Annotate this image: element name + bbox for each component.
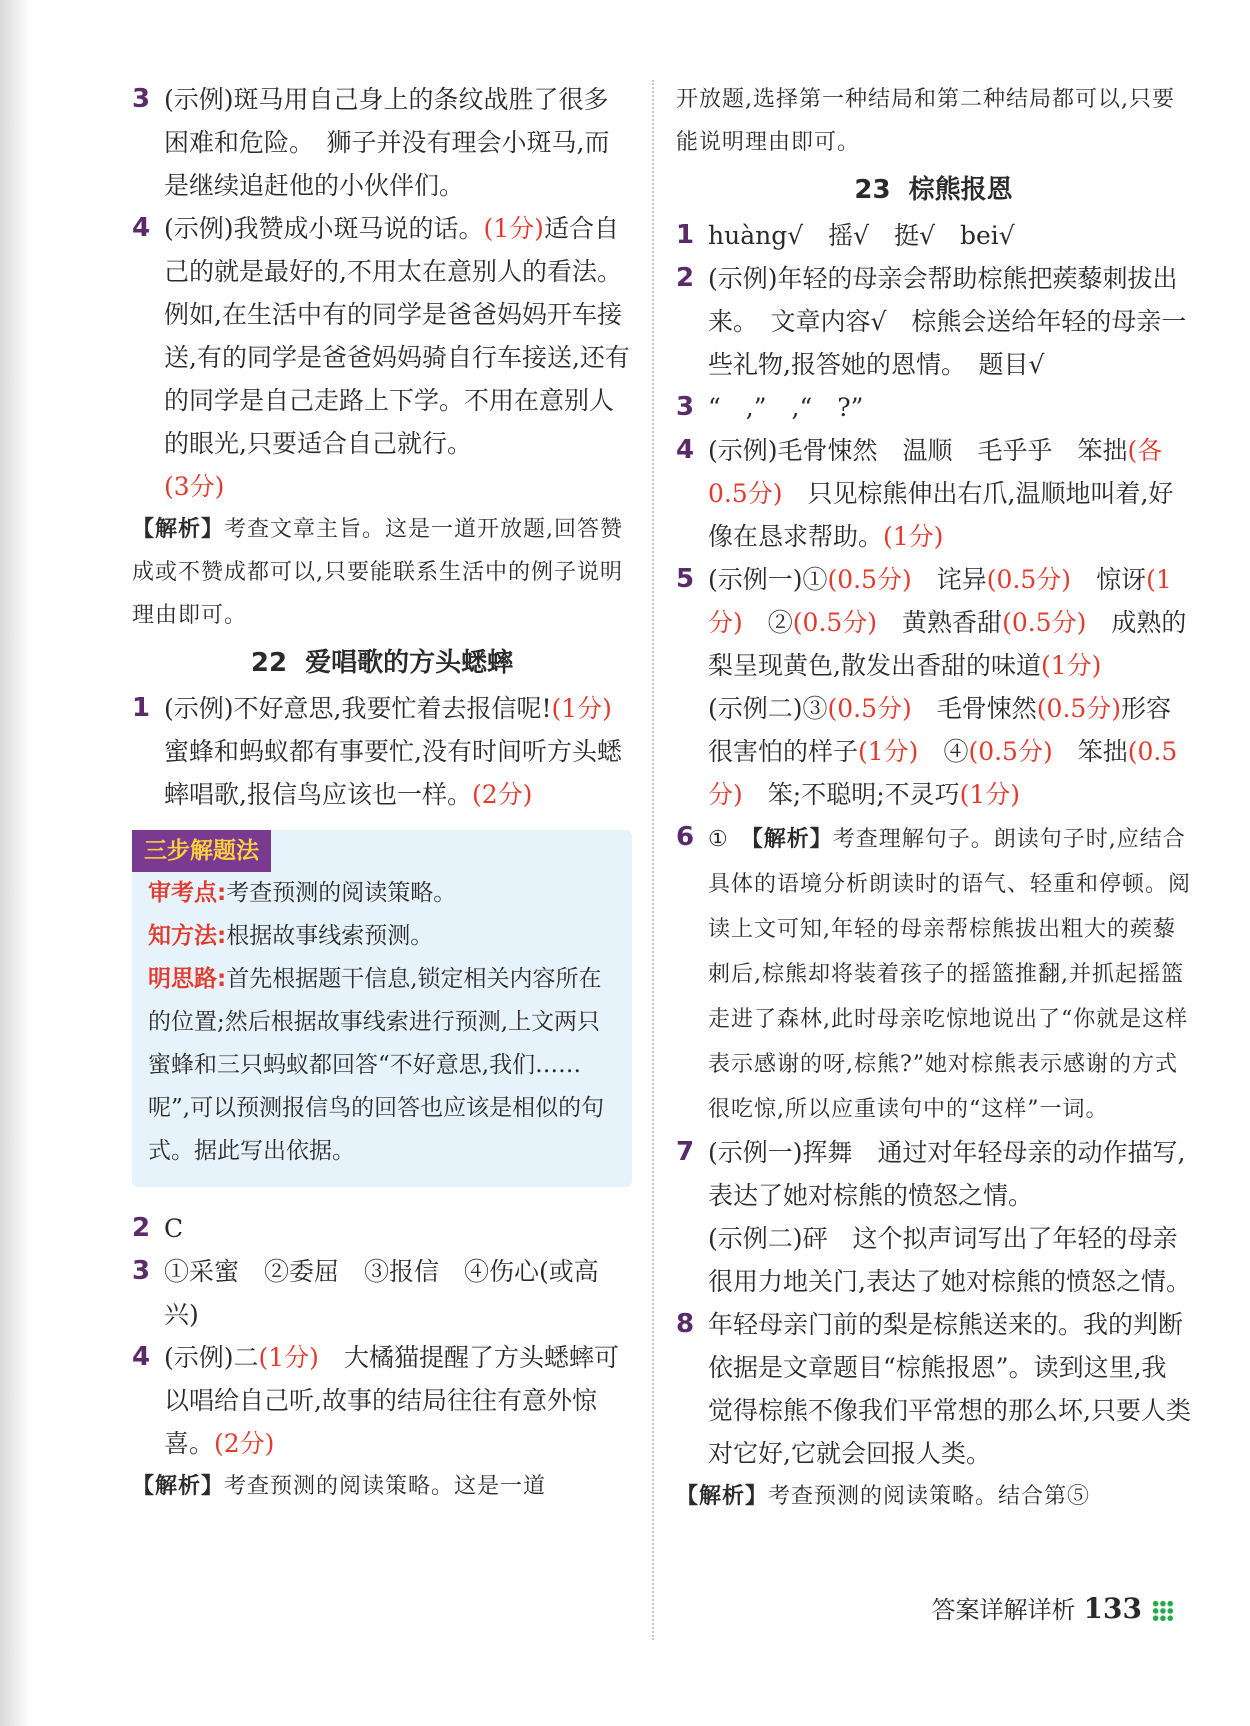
section-number: 22 xyxy=(250,648,288,678)
answer-text: 只见棕熊伸出右爪,温顺地叫着,好像在恳求帮助。 xyxy=(708,479,1174,551)
score: (1分) xyxy=(708,565,1172,637)
answer-22-3 xyxy=(132,1250,632,1336)
answer-text: 笨拙 xyxy=(1052,737,1128,766)
box-line-2 xyxy=(132,915,632,958)
answer-text: 黄熟香甜 xyxy=(877,608,1003,637)
analysis-text: 考查理解句子。朗读句子时,应结合具体的语境分析朗读时的语气、轻重和停顿。阅读上文可知,年轻的母亲帮棕熊拔出粗大的蒺藜刺后,棕熊却将装着孩子的摇篮推翻,并抓起摇篮走进了森林,此时母亲吃惊地说出了“你就是这样表示感谢的呀,棕熊?”她对棕熊表示感谢的方式很吃惊,所以应重读句中的“这样”一词。 xyxy=(708,827,1192,1122)
answer-23-3 xyxy=(676,386,1191,429)
answer-text: ①采蜜 ②委屈 ③报信 ④伤心(或高兴) xyxy=(164,1257,599,1329)
answer-text: ① xyxy=(708,827,752,852)
answer-text: 毛骨悚然 xyxy=(911,694,1037,723)
answer-22-4 xyxy=(132,1336,632,1465)
answer-23-7 xyxy=(676,1131,1191,1303)
footer-label: 答案详解详析 xyxy=(931,1596,1076,1624)
answer-number: 5 xyxy=(676,564,695,594)
answer-3 xyxy=(132,78,632,207)
box-line-1 xyxy=(132,872,632,915)
answer-23-4 xyxy=(676,429,1191,558)
answer-text: 大橘猫提醒了方头蟋蟀可以唱给自己听,故事的结局往往有意外惊喜。 xyxy=(164,1343,619,1458)
score: (0.5分) xyxy=(968,737,1053,766)
score: (0.5分) xyxy=(986,565,1072,594)
answer-number: 3 xyxy=(676,392,695,422)
answer-number: 7 xyxy=(676,1137,695,1167)
analysis-note xyxy=(676,1475,1191,1518)
answer-number: 4 xyxy=(132,1342,151,1372)
score: (2分) xyxy=(214,1429,275,1458)
answer-text: (示例)毛骨悚然 温顺 毛乎乎 笨拙 xyxy=(708,436,1128,465)
score: (各0.5分) xyxy=(708,436,1163,508)
answer-text: (示例)不好意思,我要忙着去报信呢! xyxy=(164,694,552,723)
answer-number: 4 xyxy=(676,435,695,465)
answer-text: 成熟的梨呈现黄色,散发出香甜的味道 xyxy=(708,608,1187,680)
answer-text: ② xyxy=(742,608,793,637)
answer-text: (示例二)砰 这个拟声词写出了年轻的母亲很用力地关门,表达了她对棕熊的愤怒之情。 xyxy=(708,1224,1191,1296)
answer-text: 形容很害怕的样子 xyxy=(708,694,1172,766)
answer-4 xyxy=(132,207,632,508)
analysis-text: 考查预测的阅读策略。这是一道 xyxy=(224,1474,547,1499)
answer-22-1 xyxy=(132,687,637,816)
answer-number: 2 xyxy=(676,263,695,293)
analysis-note xyxy=(132,1465,632,1508)
score: (0.5分) xyxy=(827,565,912,594)
score: (3分) xyxy=(164,472,225,501)
left-column xyxy=(132,78,637,1508)
analysis-text: 考查预测的阅读策略。结合第⑤ xyxy=(768,1484,1091,1509)
answer-22-2 xyxy=(132,1207,632,1250)
section-title-23 xyxy=(676,170,1191,210)
analysis-text: 考查文章主旨。这是一道开放题,回答赞成或不赞成都可以,只要能联系生活中的例子说明理由即可。 xyxy=(132,517,624,628)
analysis-note xyxy=(132,508,632,637)
score: (0.5分) xyxy=(827,694,912,723)
dots-grid-icon xyxy=(1152,1600,1174,1622)
score: (2分) xyxy=(471,780,533,809)
answer-23-8 xyxy=(676,1303,1191,1475)
page-footer xyxy=(932,1590,1174,1625)
answer-number: 1 xyxy=(676,220,695,250)
answer-text: 惊讶 xyxy=(1071,565,1147,594)
answer-text: 诧异 xyxy=(911,565,987,594)
answer-text: (示例)年轻的母亲会帮助棕熊把蒺藜刺拔出来。 文章内容√ 棕熊会送给年轻的母亲一些礼物,报答她的恩情。 题目√ xyxy=(708,264,1187,379)
answer-text: (示例一)挥舞 通过对年轻母亲的动作描写,表达了她对棕熊的愤怒之情。 xyxy=(708,1138,1186,1210)
answer-number: 6 xyxy=(676,822,695,852)
answer-number: 3 xyxy=(132,84,151,114)
score: (1分) xyxy=(1040,651,1102,680)
analysis-continuation: 开放题,选择第一种结局和第二种结局都可以,只要能说明理由即可。 xyxy=(676,87,1175,155)
answer-number: 4 xyxy=(132,213,151,243)
section-name: 棕熊报恩 xyxy=(908,175,1013,205)
answer-text: (示例一)① xyxy=(708,565,828,594)
answer-text: C xyxy=(164,1214,184,1243)
section-number: 23 xyxy=(854,175,891,205)
answer-number: 1 xyxy=(132,693,151,723)
answer-text: (示例)二 xyxy=(164,1343,259,1372)
box-label: 审考点: xyxy=(148,880,227,906)
box-text: 首先根据题干信息,锁定相关内容所在的位置;然后根据故事线索进行预测,上文两只蜜蜂和三只蚂蚁都回答“不好意思,我们……呢”,可以预测报信鸟的回答也应该是相似的句式。据此写出依据。 xyxy=(148,966,605,1164)
answer-text: (示例)我赞成小斑马说的话。 xyxy=(164,214,484,243)
score: (1分) xyxy=(483,214,544,243)
box-label: 知方法: xyxy=(148,923,227,949)
score: (1分) xyxy=(551,694,612,723)
answer-number: 8 xyxy=(676,1309,695,1339)
answer-23-1 xyxy=(676,214,1191,257)
analysis-tag: 【解析】 xyxy=(132,516,225,542)
answer-text: “ ,” ,“ ?” xyxy=(708,393,864,422)
section-title-22 xyxy=(132,643,632,683)
box-text: 考查预测的阅读策略。 xyxy=(226,880,457,906)
three-step-box xyxy=(132,830,632,1187)
box-line-3 xyxy=(132,958,632,1173)
score: (1分) xyxy=(883,522,944,551)
column-divider xyxy=(652,80,654,1640)
box-title: 三步解题法 xyxy=(132,830,271,872)
box-label: 明思路: xyxy=(148,966,227,992)
score: (0.5分) xyxy=(792,608,878,637)
answer-text: 笨;不聪明;不灵巧 xyxy=(742,780,960,809)
answer-text: huàng√ 摇√ 挺√ bei√ xyxy=(708,221,1015,250)
binding-edge xyxy=(0,0,30,1726)
box-text: 根据故事线索预测。 xyxy=(226,923,434,949)
answer-number: 3 xyxy=(132,1256,151,1286)
answer-text: 年轻母亲门前的梨是棕熊送来的。我的判断依据是文章题目“棕熊报恩”。读到这里,我觉得棕熊不像我们平常想的那么坏,只要人类对它好,它就会回报人类。 xyxy=(708,1310,1191,1468)
right-column xyxy=(676,78,1191,1518)
page-number: 133 xyxy=(1083,1592,1142,1625)
score: (0.5分) xyxy=(708,737,1178,809)
answer-text: 蜜蜂和蚂蚁都有事要忙,没有时间听方头蟋蟀唱歌,报信鸟应该也一样。 xyxy=(164,694,637,809)
answer-text: ④ xyxy=(918,737,969,766)
score: (1分) xyxy=(858,737,919,766)
analysis-tag: 【解析】 xyxy=(751,826,833,852)
score: (0.5分) xyxy=(1002,608,1087,637)
score: (1分) xyxy=(959,780,1021,809)
score: (1分) xyxy=(258,1343,319,1372)
answer-text: (示例二)③ xyxy=(708,694,828,723)
analysis-tag: 【解析】 xyxy=(132,1473,225,1499)
answer-number: 2 xyxy=(132,1213,151,1243)
answer-23-5 xyxy=(676,558,1191,816)
section-name: 爱唱歌的方头蟋蟀 xyxy=(305,648,514,678)
answer-text: (示例)斑马用自己身上的条纹战胜了很多困难和危险。 狮子并没有理会小斑马,而是继续追赶他的小伙伴们。 xyxy=(164,85,610,200)
answer-23-2 xyxy=(676,257,1191,386)
answer-23-6 xyxy=(676,816,1191,1131)
score: (0.5分) xyxy=(1036,694,1122,723)
analysis-tag: 【解析】 xyxy=(676,1483,769,1509)
answer-text: 适合自己的就是最好的,不用太在意别人的看法。例如,在生活中有的同学是爸爸妈妈开车接送,有的同学是爸爸妈妈骑自行车接送,还有的同学是自己走路上下学。不用在意别人的眼光,只要适合自己就行。 xyxy=(164,214,630,458)
